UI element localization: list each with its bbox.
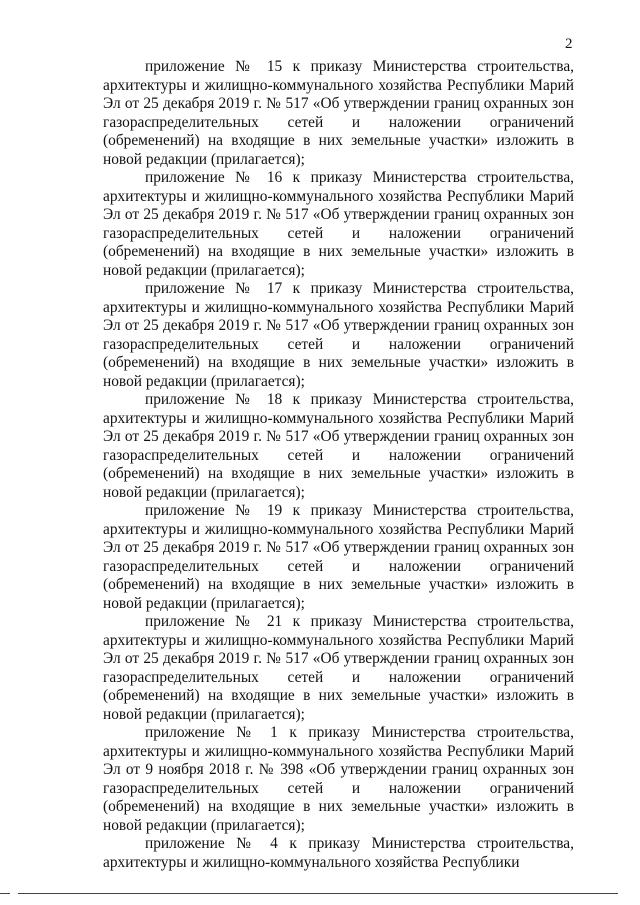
footer-scan-line <box>18 893 618 894</box>
paragraph-appendix-19: приложение № 19 к приказу Министерства строительства, архитектуры и жилищно-коммунального хозяйства Республики Марий Эл от 25 декабря 2019 г. № 517 «Об утверждении границ охранных зон газораспределительных сетей и наложении ограничений (обременений) на входящие в них земельные участки» изложить в новой редакции (прилагается); <box>103 502 574 612</box>
paragraph-appendix-18: приложение № 18 к приказу Министерства строительства, архитектуры и жилищно-коммунального хозяйства Республики Марий Эл от 25 декабря 2019 г. № 517 «Об утверждении границ охранных зон газораспределительных сетей и наложении ограничений (обременений) на входящие в них земельные участки» изложить в новой редакции (прилагается); <box>103 391 574 501</box>
paragraph-appendix-16: приложение № 16 к приказу Министерства строительства, архитектуры и жилищно-коммунального хозяйства Республики Марий Эл от 25 декабря 2019 г. № 517 «Об утверждении границ охранных зон газораспределительных сетей и наложении ограничений (обременений) на входящие в них земельные участки» изложить в новой редакции (прилагается); <box>103 169 574 279</box>
paragraph-appendix-4-continued: приложение № 4 к приказу Министерства строительства, архитектуры и жилищно-коммунального хозяйства Республики <box>103 835 574 871</box>
paragraph-appendix-17: приложение № 17 к приказу Министерства строительства, архитектуры и жилищно-коммунального хозяйства Республики Марий Эл от 25 декабря 2019 г. № 517 «Об утверждении границ охранных зон газораспределительных сетей и наложении ограничений (обременений) на входящие в них земельные участки» изложить в новой редакции (прилагается); <box>103 280 574 390</box>
paragraph-appendix-15: приложение № 15 к приказу Министерства строительства, архитектуры и жилищно-коммунального хозяйства Республики Марий Эл от 25 декабря 2019 г. № 517 «Об утверждении границ охранных зон газораспределительных сетей и наложении ограничений (обременений) на входящие в них земельные участки» изложить в новой редакции (прилагается); <box>103 58 574 168</box>
footer-scan-line-left <box>0 893 10 894</box>
page-number: 2 <box>565 36 573 52</box>
paragraph-appendix-1-order-398: приложение № 1 к приказу Министерства строительства, архитектуры и жилищно-коммунального хозяйства Республики Марий Эл от 9 ноября 2018 г. № 398 «Об утверждении границ охранных зон газораспределительных сетей и наложении ограничений (обременений) на входящие в них земельные участки» изложить в новой редакции (прилагается); <box>103 724 574 834</box>
paragraph-appendix-21: приложение № 21 к приказу Министерства строительства, архитектуры и жилищно-коммунального хозяйства Республики Марий Эл от 25 декабря 2019 г. № 517 «Об утверждении границ охранных зон газораспределительных сетей и наложении ограничений (обременений) на входящие в них земельные участки» изложить в новой редакции (прилагается); <box>103 613 574 723</box>
document-body <box>103 58 574 872</box>
